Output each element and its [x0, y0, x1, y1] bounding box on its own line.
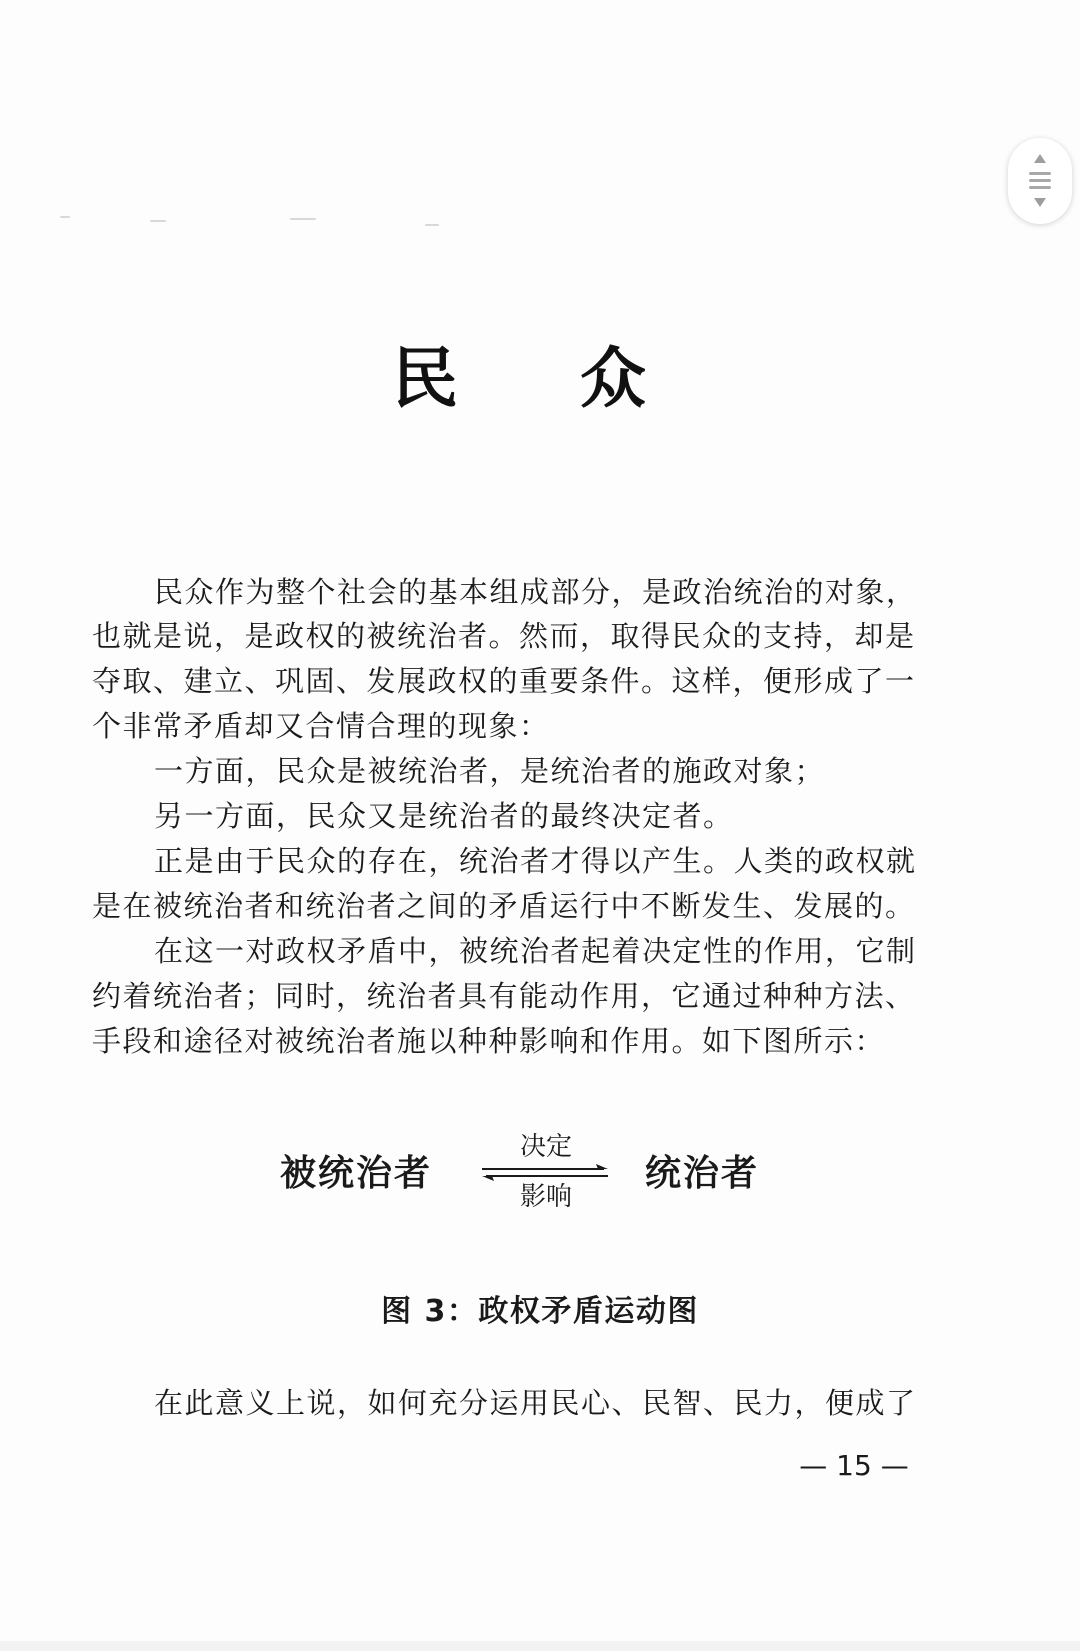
- page-number: — 15 —: [799, 1449, 909, 1482]
- chapter-title-char: 民: [392, 339, 458, 417]
- diagram-edge-label-top: 决定: [519, 1132, 572, 1162]
- figure-caption: 图 3：政权矛盾运动图: [381, 1294, 699, 1329]
- scan-mark: [290, 218, 316, 220]
- bottom-edge: [0, 1641, 1080, 1651]
- double-arrow-icon: [480, 1164, 610, 1182]
- paragraph-line: 正是由于民众的存在，统治者才得以产生。人类的政权就: [154, 844, 917, 878]
- scan-mark: [150, 220, 166, 222]
- scroll-handle[interactable]: [1008, 138, 1072, 224]
- paragraph-line: 民众作为整个社会的基本组成部分，是政治统治的对象，: [154, 575, 917, 609]
- paragraph-line: 是在被统治者和统治者之间的矛盾运行中不断发生、发展的。: [92, 889, 916, 923]
- contradiction-diagram: [0, 1130, 1080, 1230]
- scroll-arrows-icon: [1024, 152, 1056, 210]
- paragraph-line: 也就是说，是政权的被统治者。然而，取得民众的支持，却是: [92, 619, 916, 653]
- scan-mark: [425, 224, 439, 226]
- paragraph-line: 在这一对政权矛盾中，被统治者起着决定性的作用，它制: [154, 934, 917, 968]
- paragraph-line: 在此意义上说，如何充分运用民心、民智、民力，便成了: [154, 1386, 917, 1420]
- diagram-edge-label-bottom: 影响: [519, 1182, 572, 1212]
- chapter-title-char: 众: [580, 339, 646, 417]
- paragraph-line: 个非常矛盾却又合情合理的现象：: [92, 709, 550, 743]
- diagram-node-ruler: 统治者: [645, 1153, 760, 1194]
- paragraph-line: 夺取、建立、巩固、发展政权的重要条件。这样，便形成了一: [92, 664, 916, 698]
- scan-mark: [60, 216, 70, 218]
- paragraph-line: 另一方面，民众又是统治者的最终决定者。: [154, 799, 734, 833]
- paragraph-line: 约着统治者；同时，统治者具有能动作用，它通过种种方法、: [92, 979, 916, 1013]
- diagram-node-ruled: 被统治者: [280, 1153, 433, 1194]
- paragraph-line: 一方面，民众是被统治者，是统治者的施政对象；: [154, 754, 826, 788]
- paragraph-line: 手段和途径对被统治者施以种种影响和作用。如下图所示：: [92, 1024, 886, 1058]
- chapter-title: [0, 338, 1080, 428]
